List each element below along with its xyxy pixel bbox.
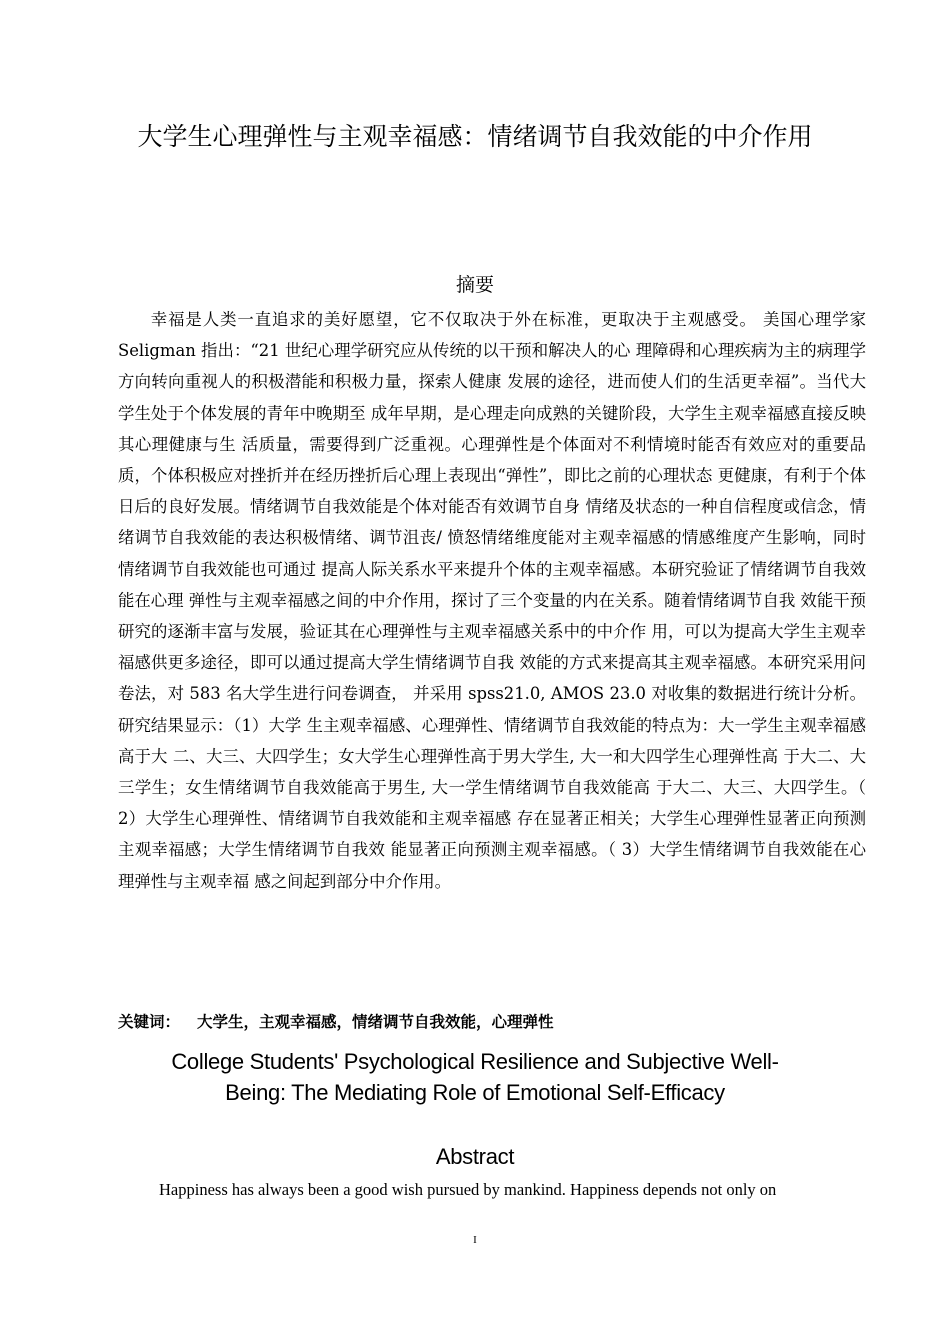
chinese-abstract-body: 幸福是人类一直追求的美好愿望，它不仅取决于外在标准，更取决于主观感受。 美国心理学家 Seligman 指出：“21 世纪心理学研究应从传统的以干预和解决人的心 理障碍和心理疾病为主的病理学方向转向重视人的积极潜能和积极力量，探索人健康 发展的途径，进而使人们的生活更幸福”。当代大学生处于个体发展的青年中晚期至 成年早期，是心理走向成熟的关键阶段，大学生主观幸福感直接反映其心理健康与生 活质量，需要得到广泛重视。心理弹性是个体面对不利情境时能否有效应对的重要品 质，个体积极应对挫折并在经历挫折后心理上表现出“弹性”，即比之前的心理状态 更健康，有利于个体日后的良好发展。情绪调节自我效能是个体对能否有效调节自身 情绪及状态的一种自信程度或信念，情绪调节自我效能的表达积极情绪、调节沮丧/ 愤怒情绪维度能对主观幸福感的情感维度产生影响，同时情绪调节自我效能也可通过 提高人际关系水平来提升个体的主观幸福感。本研究验证了情绪调节自我效能在心理 弹性与主观幸福感之间的中介作用，探讨了三个变量的内在关系。随着情绪调节自我 效能干预研究的逐渐丰富与发展，验证其在心理弹性与主观幸福感关系中的中介作 用，可以为提高大学生主观幸福感供更多途径，即可以通过提高大学生情绪调节自我 效能的方式来提高其主观幸福感。本研究采用问卷法，对 583 名大学生进行问卷调查， 并采用 spss21.0, AMOS 23.0 对收集的数据进行统计分析。研究结果显示：（1）大学 生主观幸福感、心理弹性、情绪调节自我效能的特点为：大一学生主观幸福感高于大 二、大三、大四学生；女大学生心理弹性高于男大学生, 大一和大四学生心理弹性高 于大二、大三学生；女生情绪调节自我效能高于男生, 大一学生情绪调节自我效能高 于大二、大三、大四学生。（ 2）大学生心理弹性、情绪调节自我效能和主观幸福感 存在显著正相关；大学生心理弹性显著正向预测主观幸福感；大学生情绪调节自我效 能显著正向预测主观幸福感。（ 3）大学生情绪调节自我效能在心理弹性与主观幸福 感之间起到部分中介作用。 — [118, 310, 866, 891]
keywords-label: 关键词： — [118, 1013, 181, 1031]
english-abstract-body: Happiness has always been a good wish pursued by mankind. Happiness depends not only on — [159, 1180, 777, 1199]
keywords-value: 大学生，主观幸福感，情绪调节自我效能，心理弹性 — [196, 1013, 554, 1031]
english-title: College Students' Psychological Resilience and Subjective Well-Being: The Mediating Role of Emotional Self-Efficacy — [171, 1049, 779, 1105]
abstract-heading: 摘要 — [455, 274, 494, 296]
paper-title: 大学生心理弹性与主观幸福感：情绪调节自我效能的中介作用 — [137, 122, 813, 151]
page-number: I — [473, 1234, 477, 1246]
english-abstract-heading: Abstract — [435, 1144, 515, 1169]
keywords-line — [118, 1008, 866, 1036]
